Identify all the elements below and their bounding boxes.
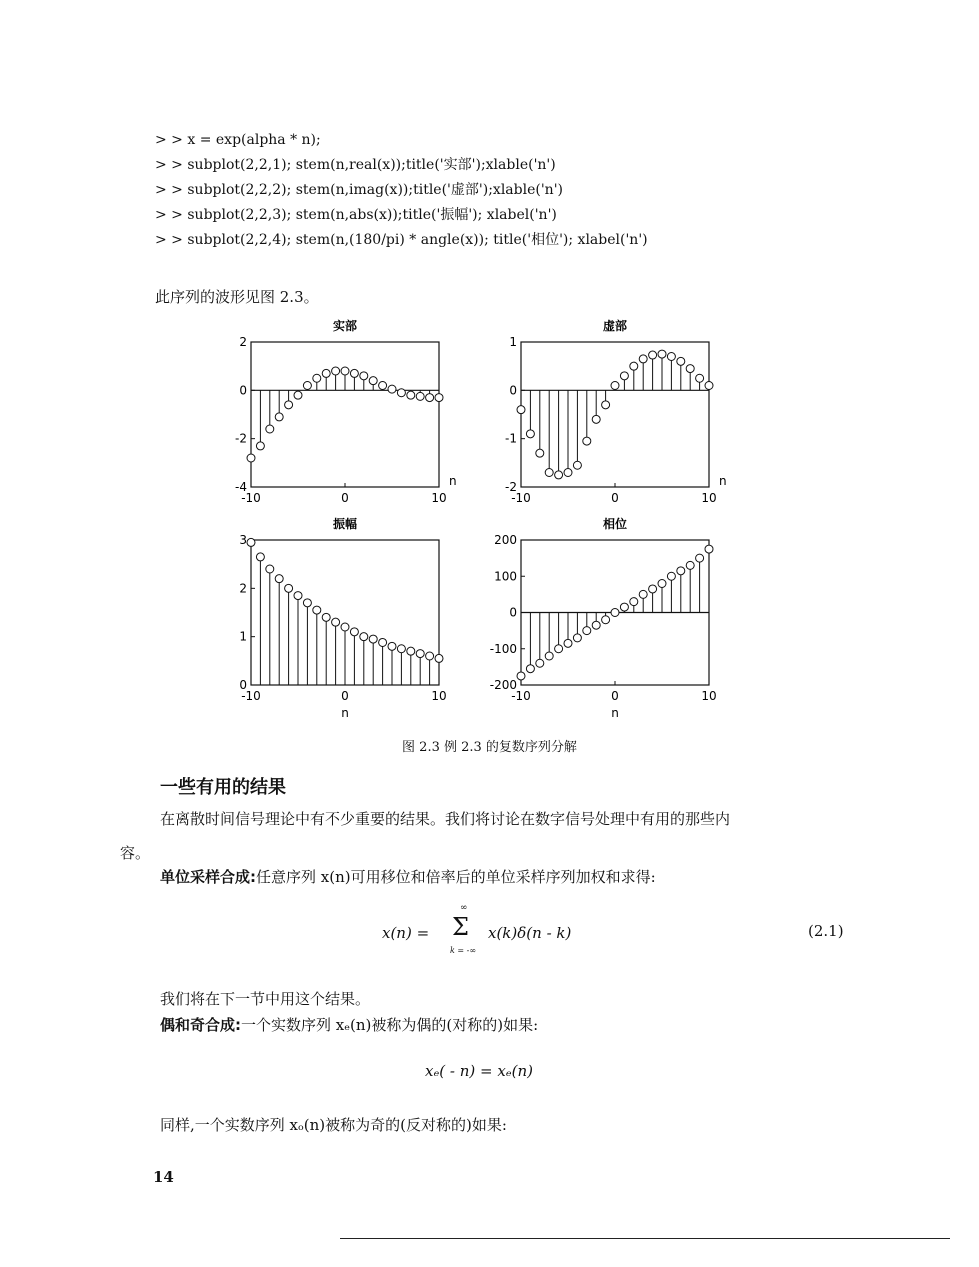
stem-marker bbox=[407, 391, 415, 399]
paragraph-3: 我们将在下一节中用这个结果。 bbox=[160, 990, 371, 1008]
stem-marker bbox=[360, 633, 368, 641]
stem-marker bbox=[639, 590, 647, 598]
plot-title: 虚部 bbox=[602, 319, 628, 333]
eq-lhs: x(n) = bbox=[382, 924, 430, 942]
paragraph-5: 同样,一个实数序列 xₒ(n)被称为奇的(反对称的)如果: bbox=[160, 1116, 507, 1134]
section-heading: 一些有用的结果 bbox=[160, 777, 286, 798]
y-tick-label: 200 bbox=[494, 533, 517, 547]
stem-marker bbox=[639, 355, 647, 363]
stem-marker bbox=[602, 616, 610, 624]
stem-marker bbox=[341, 367, 349, 375]
intro-text: 此序列的波形见图 2.3。 bbox=[155, 288, 319, 306]
stem-marker bbox=[677, 567, 685, 575]
y-tick-label: 0 bbox=[239, 383, 247, 398]
equation-even: xₑ( - n) = xₑ(n) bbox=[425, 1062, 533, 1080]
stem-marker bbox=[630, 598, 638, 606]
y-tick-label: 100 bbox=[494, 569, 517, 584]
stem-marker bbox=[564, 469, 572, 477]
stem-marker bbox=[313, 606, 321, 614]
stem-marker bbox=[388, 385, 396, 393]
stem-marker bbox=[602, 401, 610, 409]
x-tick-label: 0 bbox=[341, 491, 349, 505]
equation-number: (2.1) bbox=[808, 922, 844, 940]
stem-marker bbox=[247, 538, 255, 546]
stem-marker bbox=[686, 365, 694, 373]
stem-marker bbox=[341, 623, 349, 631]
stem-marker bbox=[564, 639, 572, 647]
stem-marker bbox=[435, 654, 443, 662]
term-unit-sample: 单位采样合成: bbox=[160, 868, 256, 886]
stem-marker bbox=[303, 599, 311, 607]
paragraph-4-text: 一个实数序列 xₑ(n)被称为偶的(对称的)如果: bbox=[241, 1016, 539, 1034]
plot-real-part bbox=[200, 312, 480, 505]
plot-phase bbox=[470, 510, 750, 720]
stem-marker bbox=[369, 377, 377, 385]
y-tick-label: 0 bbox=[509, 605, 517, 620]
stem-marker bbox=[667, 353, 675, 361]
stem-marker bbox=[696, 374, 704, 382]
stem-marker bbox=[275, 575, 283, 583]
stem-marker bbox=[256, 442, 264, 450]
stem-marker bbox=[379, 382, 387, 390]
stem-marker bbox=[555, 645, 563, 653]
stem-marker bbox=[677, 357, 685, 365]
stem-marker bbox=[620, 603, 628, 611]
stem-marker bbox=[658, 350, 666, 358]
y-tick-label: 3 bbox=[239, 533, 247, 547]
y-tick-label: 1 bbox=[509, 335, 517, 349]
stem-marker bbox=[583, 627, 591, 635]
eq-sum-bottom: k = -∞ bbox=[450, 946, 477, 955]
plot-imag-part bbox=[470, 312, 750, 505]
stem-marker bbox=[426, 652, 434, 660]
stem-marker bbox=[416, 650, 424, 658]
stem-marker bbox=[526, 430, 534, 438]
stem-marker bbox=[611, 609, 619, 617]
x-tick-label: 10 bbox=[431, 491, 447, 505]
x-tick-label: -10 bbox=[511, 491, 531, 505]
stem-marker bbox=[266, 565, 274, 573]
code-line: > > subplot(2,2,1); stem(n,real(x));title('实部');xlable('n') bbox=[155, 157, 556, 173]
stem-marker bbox=[332, 618, 340, 626]
x-axis-label: n bbox=[449, 474, 457, 488]
page-number: 14 bbox=[153, 1168, 174, 1186]
stem-marker bbox=[536, 449, 544, 457]
paragraph-1-cont: 容。 bbox=[120, 844, 151, 862]
y-tick-label: 2 bbox=[239, 581, 247, 596]
stem-marker bbox=[266, 425, 274, 433]
stem-marker bbox=[285, 584, 293, 592]
stem-marker bbox=[667, 572, 675, 580]
stem-marker bbox=[555, 471, 563, 479]
stem-marker bbox=[256, 553, 264, 561]
x-tick-label: 10 bbox=[701, 689, 717, 703]
eq-sum-top: ∞ bbox=[460, 903, 468, 913]
y-tick-label: 1 bbox=[239, 629, 247, 644]
x-tick-label: 10 bbox=[431, 689, 447, 703]
eq-rhs: x(k)δ(n - k) bbox=[488, 924, 572, 942]
x-tick-label: -10 bbox=[241, 491, 261, 505]
x-tick-label: 0 bbox=[611, 689, 619, 703]
stem-marker bbox=[322, 613, 330, 621]
x-axis-label: n bbox=[719, 474, 727, 488]
stem-marker bbox=[350, 628, 358, 636]
stem-marker bbox=[360, 372, 368, 380]
y-tick-label: 0 bbox=[239, 678, 247, 692]
stem-marker bbox=[517, 406, 525, 414]
paragraph-4 bbox=[160, 1014, 538, 1035]
stem-marker bbox=[397, 645, 405, 653]
stem-marker bbox=[545, 652, 553, 660]
stem-marker bbox=[397, 389, 405, 397]
paragraph-2 bbox=[160, 866, 656, 887]
paragraph-1: 在离散时间信号理论中有不少重要的结果。我们将讨论在数字信号处理中有用的那些内 bbox=[160, 810, 731, 828]
y-tick-label: -100 bbox=[489, 641, 517, 656]
stem-marker bbox=[592, 621, 600, 629]
stem-marker bbox=[649, 585, 657, 593]
stem-marker bbox=[583, 437, 591, 445]
stem-marker bbox=[332, 367, 340, 375]
stem-marker bbox=[285, 401, 293, 409]
stem-marker bbox=[686, 561, 694, 569]
stem-marker bbox=[369, 635, 377, 643]
footer-rule bbox=[340, 1238, 950, 1239]
x-axis-label: n bbox=[341, 706, 349, 720]
plot-title: 实部 bbox=[332, 319, 358, 333]
stem-marker bbox=[620, 372, 628, 380]
stem-marker bbox=[573, 634, 581, 642]
stem-marker bbox=[379, 638, 387, 646]
stem-marker bbox=[416, 392, 424, 400]
y-tick-label: 0 bbox=[509, 383, 517, 398]
code-line: > > subplot(2,2,4); stem(n,(180/pi) * angle(x)); title('相位'); xlabel('n') bbox=[155, 232, 648, 248]
x-axis-label: n bbox=[611, 706, 619, 720]
term-even-odd: 偶和奇合成: bbox=[160, 1016, 241, 1034]
code-line: > > subplot(2,2,3); stem(n,abs(x));title('振幅'); xlabel('n') bbox=[155, 207, 557, 223]
x-tick-label: 0 bbox=[341, 689, 349, 703]
stem-marker bbox=[435, 394, 443, 402]
x-tick-label: -10 bbox=[241, 689, 261, 703]
stem-marker bbox=[322, 369, 330, 377]
y-tick-label: 2 bbox=[239, 335, 247, 349]
stem-marker bbox=[573, 461, 581, 469]
stem-marker bbox=[247, 454, 255, 462]
stem-marker bbox=[630, 362, 638, 370]
stem-marker bbox=[517, 672, 525, 680]
stem-marker bbox=[350, 369, 358, 377]
y-tick-label: -2 bbox=[505, 480, 517, 494]
stem-marker bbox=[426, 394, 434, 402]
stem-marker bbox=[388, 642, 396, 650]
y-tick-label: -1 bbox=[505, 431, 517, 446]
stem-marker bbox=[536, 659, 544, 667]
code-block bbox=[155, 128, 648, 253]
stem-marker bbox=[407, 647, 415, 655]
y-tick-label: -200 bbox=[489, 678, 517, 692]
stem-marker bbox=[649, 351, 657, 359]
figure-caption: 图 2.3 例 2.3 的复数序列分解 bbox=[402, 740, 577, 755]
paragraph-2-text: 任意序列 x(n)可用移位和倍率后的单位采样序列加权和求得: bbox=[256, 868, 656, 886]
stem-marker bbox=[275, 413, 283, 421]
plot-magnitude bbox=[200, 510, 480, 720]
eq-sum-symbol: Σ bbox=[452, 913, 469, 941]
x-tick-label: -10 bbox=[511, 689, 531, 703]
stem-marker bbox=[705, 382, 713, 390]
code-line: > > x = exp(alpha * n); bbox=[155, 132, 321, 148]
stem-marker bbox=[526, 665, 534, 673]
stem-marker bbox=[294, 391, 302, 399]
stem-marker bbox=[303, 382, 311, 390]
plot-title: 振幅 bbox=[332, 517, 358, 531]
stem-marker bbox=[294, 592, 302, 600]
y-tick-label: -2 bbox=[235, 431, 247, 446]
stem-marker bbox=[705, 545, 713, 553]
stem-marker bbox=[313, 374, 321, 382]
stem-marker bbox=[658, 580, 666, 588]
stem-marker bbox=[611, 382, 619, 390]
stem-marker bbox=[592, 415, 600, 423]
code-line: > > subplot(2,2,2); stem(n,imag(x));title('虚部');xlable('n') bbox=[155, 182, 564, 198]
plot-title: 相位 bbox=[602, 517, 628, 531]
x-tick-label: 0 bbox=[611, 491, 619, 505]
stem-marker bbox=[696, 554, 704, 562]
stem-marker bbox=[545, 469, 553, 477]
x-tick-label: 10 bbox=[701, 491, 717, 505]
y-tick-label: -4 bbox=[235, 480, 247, 494]
